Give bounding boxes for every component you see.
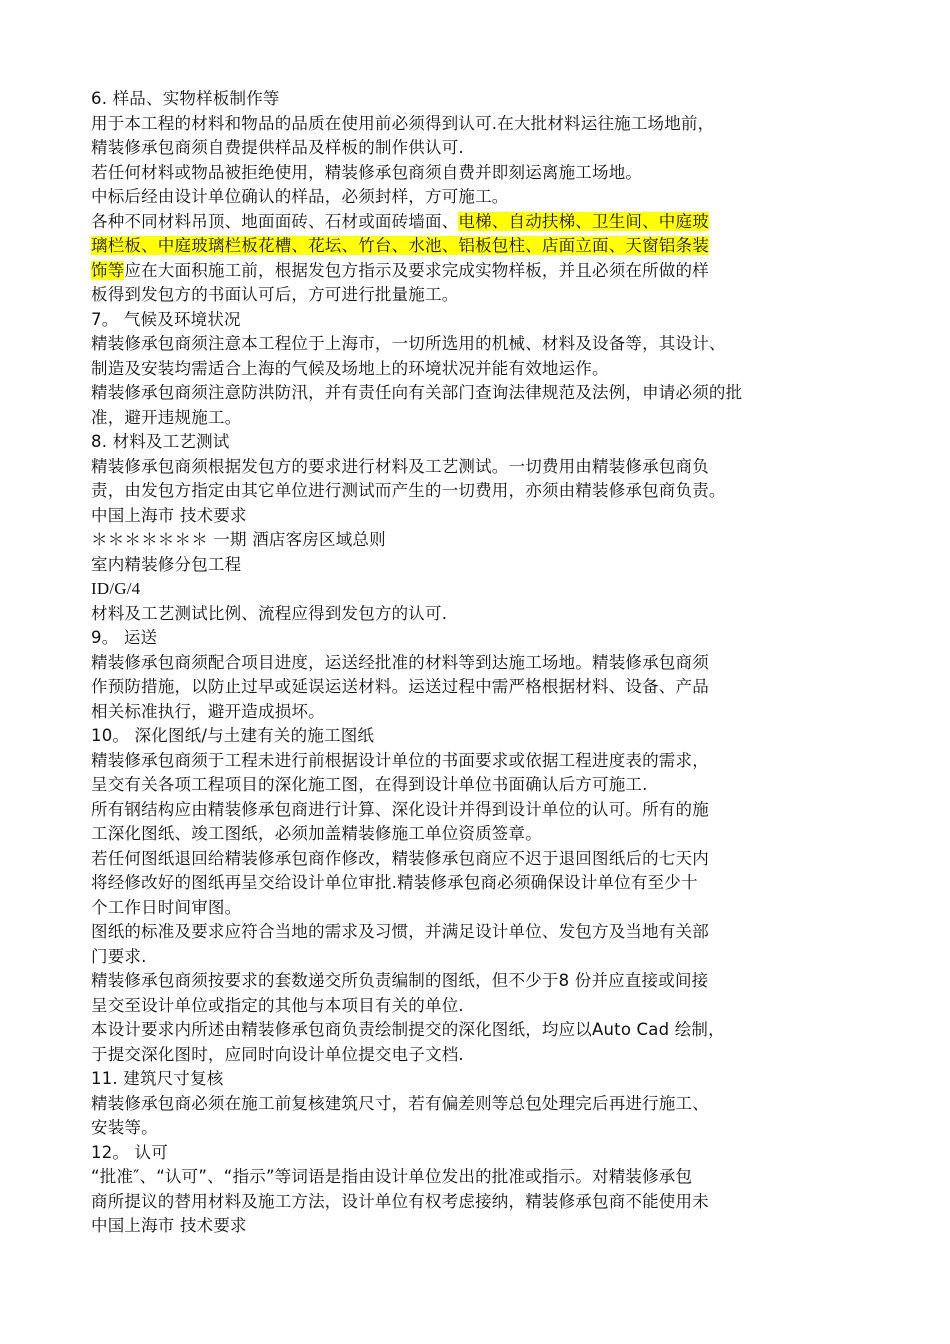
page-header-subproject: 室内精装修分包工程 <box>91 554 242 574</box>
paragraph-line: 准，避开违规施工。 <box>91 407 242 427</box>
page-header-code: ID/G/4 <box>91 579 141 598</box>
paragraph-line: 个工作日时间审图。 <box>91 897 242 917</box>
section-10-heading: 10。 深化图纸/与土建有关的施工图纸 <box>91 726 375 745</box>
paragraph-line: 呈交至设计单位或指定的其他与本项目有关的单位. <box>91 995 464 1015</box>
paragraph-line: 安装等。 <box>91 1118 158 1137</box>
section-9-heading: 9。 运送 <box>91 628 158 647</box>
highlighted-text: 电梯、自动扶梯、卫生间、中庭玻 <box>458 211 709 231</box>
highlighted-text: 饰等 <box>91 260 125 280</box>
section-12-heading: 12。 认可 <box>91 1142 168 1162</box>
paragraph-line: 板得到发包方的书面认可后，方可进行批量施工。 <box>91 285 459 304</box>
page-header-location: 中国上海市 技术要求 <box>91 505 247 525</box>
paragraph-line <box>91 210 851 235</box>
highlighted-text: 璃栏板、中庭玻璃栏板花槽、花坛、竹台、水池、铝板包柱、店面立面、天窗铝条装 <box>91 236 709 255</box>
paragraph-line: 用于本工程的材料和物品的品质在使用前必须得到认可.在大批材料运往施工场地前， <box>91 113 715 133</box>
paragraph-line: 呈交有关各项工程项目的深化施工图，在得到设计单位书面确认后方可施工. <box>91 775 648 794</box>
paragraph-line: 工深化图纸、竣工图纸，必须加盖精装修施工单位资质签章。 <box>91 824 542 843</box>
paragraph-line: 图纸的标准及要求应符合当地的需求及习惯，并满足设计单位、发包方及当地有关部 <box>91 922 709 941</box>
paragraph-line: 商所提议的替用材料及施工方法，设计单位有权考虑接纳，精装修承包商不能使用未 <box>91 1191 709 1211</box>
paragraph-line: 门要求. <box>91 946 147 966</box>
document-page <box>91 87 851 1239</box>
section-11-heading: 11. 建筑尺寸复核 <box>91 1069 224 1088</box>
paragraph-line: “批准″、“认可”、“指示”等词语是指由设计单位发出的批准或指示。对精装修承包 <box>91 1167 693 1186</box>
paragraph-line: 若任何图纸退回给精装修承包商作修改，精装修承包商应不迟于退回图纸后的七天内 <box>91 848 709 868</box>
paragraph-line: 制造及安装均需适合上海的气候及场地上的环境状况并能有效地运作。 <box>91 358 609 378</box>
paragraph-line: 若任何材料或物品被拒绝使用，精装修承包商须自费并即刻运离施工场地。 <box>91 162 643 182</box>
paragraph-line: 所有钢结构应由精装修承包商进行计算、深化设计并得到设计单位的认可。所有的施 <box>91 799 709 819</box>
paragraph-line: 中标后经由设计单位确认的样品，必须封样，方可施工。 <box>91 187 509 206</box>
paragraph-line: 精装修承包商必须在施工前复核建筑尺寸，若有偏差则等总包处理完后再进行施工、 <box>91 1093 709 1113</box>
paragraph-line: 材料及工艺测试比例、流程应得到发包方的认可. <box>91 603 448 623</box>
paragraph-line: 责，由发包方指定由其它单位进行测试而产生的一切费用，亦须由精装修承包商负责。 <box>91 481 726 500</box>
paragraph-line: 精装修承包商须注意本工程位于上海市，一切所选用的机械、材料及设备等，其设计、 <box>91 334 726 353</box>
page-header-project: ＊＊＊＊＊＊＊ 一期 酒店客房区域总则 <box>91 530 386 549</box>
page-footer-location: 中国上海市 技术要求 <box>91 1216 247 1235</box>
paragraph-line: 精装修承包商须于工程未进行前根据设计单位的书面要求或依据工程进度表的需求， <box>91 750 709 770</box>
paragraph-line: 将经修改好的图纸再呈交给设计单位审批.精装修承包商必须确保设计单位有至少十 <box>91 873 698 892</box>
paragraph-line: 精装修承包商须注意防洪防汛，并有责任向有关部门查询法律规范及法例，申请必须的批 <box>91 383 743 402</box>
paragraph-line <box>91 234 851 259</box>
plain-text: 各种不同材料吊顶、地面面砖、石材或面砖墙面、 <box>91 211 459 231</box>
section-7-heading: 7。 气候及环境状况 <box>91 309 241 329</box>
paragraph-line <box>91 259 851 284</box>
paragraph-line: 相关标准执行，避开造成损坏。 <box>91 701 325 721</box>
paragraph-line: 精装修承包商须配合项目进度，运送经批准的材料等到达施工场地。精装修承包商须 <box>91 652 709 672</box>
plain-text: 应在大面积施工前，根据发包方指示及要求完成实物样板，并且必须在所做的样 <box>124 260 709 280</box>
section-6-heading: 6. 样品、实物样板制作等 <box>91 89 280 108</box>
paragraph-line: 精装修承包商须按要求的套数递交所负责编制的图纸，但不少于8 份并应直接或间接 <box>91 971 709 990</box>
paragraph-line: 精装修承包商须自费提供样品及样板的制作供认可. <box>91 138 464 157</box>
paragraph-line: 作预防措施，以防止过早或延误运送材料。运送过程中需严格根据材料、设备、产品 <box>91 677 709 696</box>
paragraph-line: 本设计要求内所述由精装修承包商负责绘制提交的深化图纸，均应以Auto Cad 绘制， <box>91 1020 725 1039</box>
paragraph-line: 于提交深化图时，应同时向设计单位提交电子文档. <box>91 1044 464 1064</box>
paragraph-line: 精装修承包商须根据发包方的要求进行材料及工艺测试。一切费用由精装修承包商负 <box>91 456 709 476</box>
section-8-heading: 8. 材料及工艺测试 <box>91 432 230 451</box>
